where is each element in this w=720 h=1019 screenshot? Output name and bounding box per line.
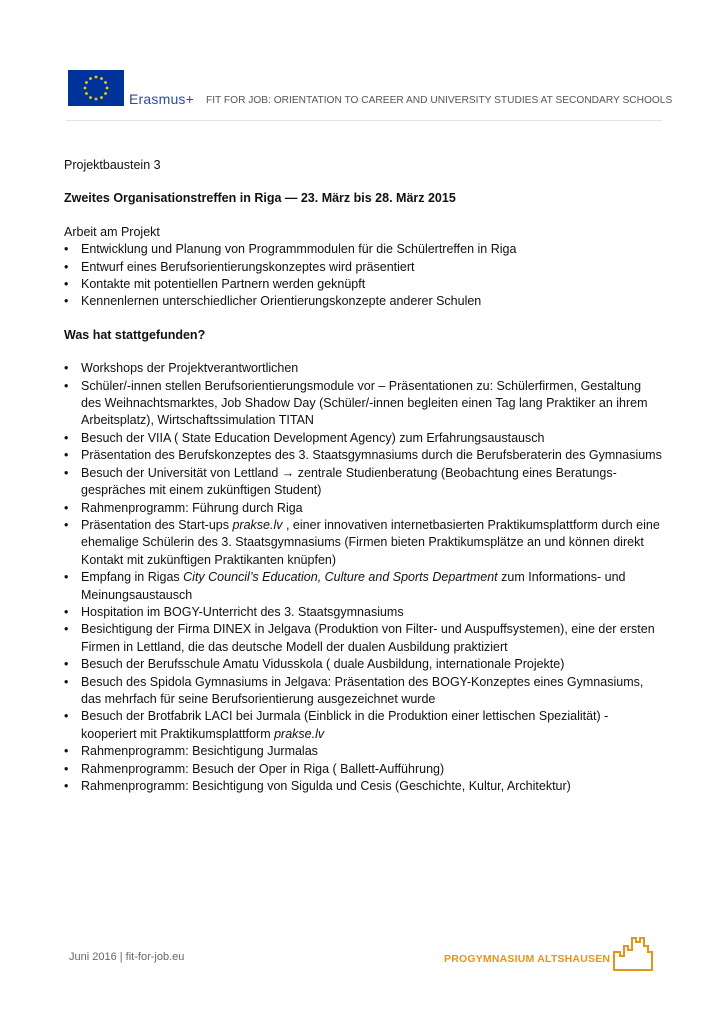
event-item <box>64 517 664 569</box>
event-item-text: Besuch der Universität von Lettland → zentrale Studienberatung (Beobachtung eines Beratungs-gespräches mit einem zukünftigen Student) <box>81 465 617 498</box>
work-list <box>64 241 664 311</box>
event-item-italic-text: prakse.lv <box>232 517 283 532</box>
bullet-icon: • <box>64 430 69 445</box>
event-item-text: Besuch der VIIA ( State Education Development Agency) zum Erfahrungsaustausch <box>81 430 545 445</box>
building-block-label: Projektbaustein 3 <box>64 158 161 172</box>
work-item <box>64 276 664 293</box>
event-item-text: , einer innovativen internetbasierten Praktikumsplattform durch eine ehemalige Schülerin des 3. Staatsgymnasiums (Firmen bieten Praktikumsplätze an und können direkt Kontakt mit zukünftigen Praktikanten knüpfen) <box>81 517 660 567</box>
eu-star <box>95 98 98 101</box>
event-item-text: Besuch des Spidola Gymnasiums in Jelgava: Präsentation des BOGY-Konzeptes eines Gymnasiums, das mehrfach für seine Berufsorientierung ausgezeichnet wurde <box>81 674 644 706</box>
bullet-icon: • <box>64 744 69 759</box>
bullet-icon: • <box>64 259 69 274</box>
eu-star <box>104 92 107 95</box>
event-item-text: Workshops der Projektverantwortlichen <box>81 361 299 376</box>
school-name: PROGYMNASIUM ALTSHAUSEN <box>444 953 611 965</box>
event-item-text: Rahmenprogramm: Besuch der Oper in Riga ( Ballett-Aufführung) <box>81 761 445 776</box>
bullet-icon: • <box>64 657 69 672</box>
page-header <box>66 68 673 108</box>
event-item <box>64 604 664 621</box>
eu-star <box>100 77 103 80</box>
event-item <box>64 360 664 377</box>
bullet-icon: • <box>64 242 69 257</box>
event-item <box>64 465 664 500</box>
event-item <box>64 761 664 778</box>
work-item <box>64 241 664 258</box>
event-item-text: Empfang in Rigas <box>81 570 184 585</box>
event-item-text: Rahmenprogramm: Besichtigung Jurmalas <box>81 744 318 759</box>
bullet-icon: • <box>64 779 69 793</box>
bullet-icon: • <box>64 517 69 532</box>
event-item-text: zum Informations- und Meinungsaustausch <box>81 570 626 602</box>
bullet-icon: • <box>64 761 69 776</box>
event-item <box>64 500 664 517</box>
bullet-icon: • <box>64 378 69 393</box>
event-item <box>64 656 664 673</box>
castle-logo-icon <box>612 932 654 972</box>
event-item-text: Schüler/-innen stellen Berufsorientierungsmodule vor – Präsentationen zu: Schülerfirmen, Gestaltung des Weihnachtsmarktes, Job Shadow Day (Schüler/-innen begleiten einen Tag lang Praktiker an ihrem Arbeitsplatz), Wirtschaftssimulation TITAN <box>81 378 648 428</box>
event-item <box>64 743 664 760</box>
bullet-icon: • <box>64 709 69 724</box>
eu-star <box>85 92 88 95</box>
footer-date-site: Juni 2016 | fit-for-job.eu <box>69 951 185 963</box>
work-item <box>64 259 664 276</box>
document-body <box>64 157 664 795</box>
bullet-icon: • <box>64 294 69 309</box>
bullet-icon: • <box>64 361 69 376</box>
eu-flag-icon <box>68 70 124 106</box>
work-item-text: Kontakte mit potentiellen Partnern werden geknüpft <box>81 277 366 292</box>
eu-star <box>106 87 109 90</box>
eu-star <box>85 81 88 84</box>
meeting-title: Zweites Organisationstreffen in Riga — 23. März bis 28. März 2015 <box>64 191 456 206</box>
bullet-icon: • <box>64 500 69 515</box>
eu-star <box>89 96 92 99</box>
work-item-text: Entwurf eines Berufsorientierungskonzeptes wird präsentiert <box>81 259 415 274</box>
event-item-italic-text: City Council’s Education, Culture and Sports Department <box>183 570 498 585</box>
event-item-text: Besuch der Berufsschule Amatu Vidusskola ( duale Ausbildung, internationale Projekte) <box>81 657 565 672</box>
event-item-text: Besichtigung der Firma DINEX in Jelgava (Produktion von Filter- und Auspuffsystemen), eine der ersten Firmen in Lettland, die das deutsche Modell der dualen Ausbildung praktiziert <box>81 622 655 654</box>
event-item <box>64 621 664 656</box>
event-item-text: Rahmenprogramm: Führung durch Riga <box>81 500 303 515</box>
bullet-icon: • <box>64 674 69 689</box>
event-item <box>64 778 664 795</box>
event-list <box>64 360 664 795</box>
event-item-text: Präsentation des Berufskonzeptes des 3. Staatsgymnasiums durch die Berufsberaterin des Gymnasiums <box>81 448 662 463</box>
header-divider <box>66 120 662 121</box>
event-item-text: Besuch der Brotfabrik LACI bei Jurmala (Einblick in die Produktion einer lettischen Spezialität) - kooperiert mit Praktikumsplattform <box>81 709 609 741</box>
event-item <box>64 708 664 743</box>
project-title: FIT FOR JOB: ORIENTATION TO CAREER AND UNIVERSITY STUDIES AT SECONDARY SCHOOLS <box>206 95 673 106</box>
bullet-icon: • <box>64 448 69 463</box>
erasmus-logo-text: Erasmus+ <box>129 91 195 107</box>
event-item <box>64 378 664 430</box>
work-item-text: Entwicklung und Planung von Programmmodulen für die Schülertreffen in Riga <box>81 242 517 257</box>
bullet-icon: • <box>64 604 69 619</box>
work-item <box>64 293 664 310</box>
event-item <box>64 569 664 604</box>
event-item <box>64 430 664 447</box>
eu-star <box>100 96 103 99</box>
event-item-text: Rahmenprogramm: Besichtigung von Sigulda und Cesis (Geschichte, Kultur, Architektur) <box>81 779 571 793</box>
event-item-italic-text: prakse.lv <box>274 726 325 741</box>
event-item-text: Hospitation im BOGY-Unterricht des 3. Staatsgymnasiums <box>81 604 404 619</box>
bullet-icon: • <box>64 570 69 585</box>
eu-star <box>95 76 98 79</box>
eu-star <box>84 87 87 90</box>
event-item-text: Präsentation des Start-ups <box>81 517 233 532</box>
bullet-icon: • <box>64 277 69 292</box>
eu-star <box>89 77 92 80</box>
bullet-icon: • <box>64 622 69 637</box>
bullet-icon: • <box>64 465 69 480</box>
section-heading: Was hat stattgefunden? <box>64 327 206 342</box>
event-item <box>64 674 664 709</box>
event-item <box>64 447 664 464</box>
eu-star <box>104 81 107 84</box>
work-item-text: Kennenlernen unterschiedlicher Orientierungskonzepte anderer Schulen <box>81 294 482 309</box>
work-heading: Arbeit am Projekt <box>64 224 160 239</box>
